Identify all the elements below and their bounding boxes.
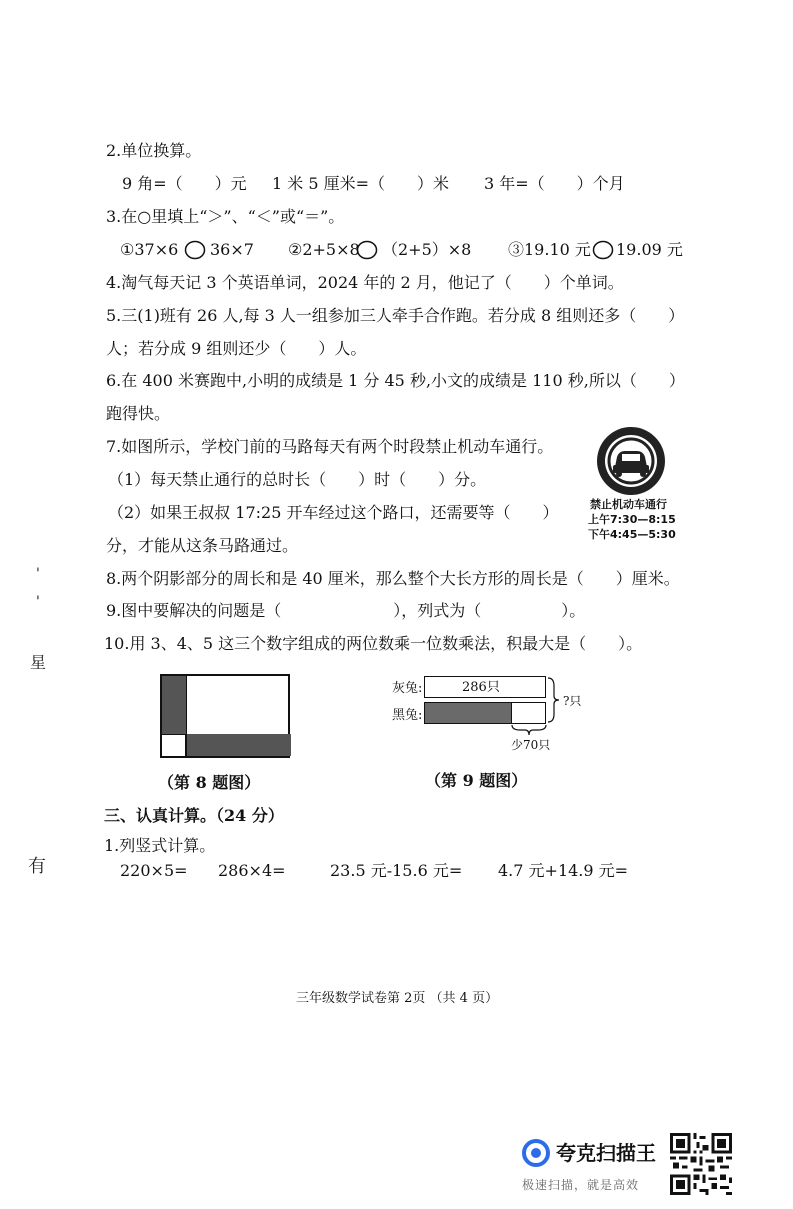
q7-line1: 7.如图所示，学校门前的马路每天有两个时段禁止机动车通行。 [106, 437, 554, 456]
q3-item-right: 36×7 [210, 240, 254, 259]
q7-part2b: 分，才能从这条马路通过。 [106, 536, 299, 555]
q3-item-right: 19.09 元 [616, 240, 683, 259]
calc-item: 286×4= [218, 861, 286, 880]
compare-circle [592, 240, 614, 260]
q2-item: 1 米 5 厘米=（ ）米 [272, 174, 450, 193]
q6-line1: 6.在 400 米赛跑中,小明的成绩是 1 分 45 秒,小文的成绩是 110 秒,所以（ ） [106, 371, 685, 390]
fig9-bar-missing [512, 702, 546, 724]
margin-mark: 有 [28, 856, 46, 877]
section3-title: 三、认真计算。（24 分） [104, 806, 284, 825]
fig9-diff: 少70只 [511, 738, 551, 752]
q3-item-right: （2+5）×8 [382, 240, 472, 259]
calc-item: 4.7 元+14.9 元= [498, 861, 629, 880]
compare-circle [184, 240, 206, 260]
fig8-shade-horizontal [186, 734, 291, 756]
q9-text: 9.图中要解决的问题是（ ），列式为（ ）。 [106, 601, 586, 620]
sign-title: 禁止机动车通行 [590, 498, 667, 511]
calc-item: 23.5 元-15.6 元= [330, 861, 463, 880]
no-vehicle-icon [595, 425, 667, 497]
q5-line2: 人；若分成 9 组则还少（ ）人。 [106, 339, 367, 358]
q7-part1: （1）每天禁止通行的总时长（ ）时（ ）分。 [108, 470, 487, 489]
q3-title: 3.在○里填上“＞”、“＜”或“＝”。 [106, 207, 345, 226]
watermark-slogan: 极速扫描，就是高效 [522, 1178, 640, 1192]
watermark-brand: 夸克扫描王 [556, 1141, 656, 1165]
q4-text: 4.淘气每天记 3 个英语单词，2024 年的 2 月，他记了（ ）个单词。 [106, 273, 624, 292]
q10-text: 10.用 3、4、5 这三个数字组成的两位数乘一位数乘法，积最大是（ ）。 [104, 634, 643, 653]
right-brace-icon [546, 676, 562, 724]
q2-title: 2.单位换算。 [106, 141, 202, 160]
q3-item-left: ②2+5×8 [288, 240, 360, 259]
section3-sub: 1.列竖式计算。 [104, 836, 216, 855]
q2-item: 9 角=（ ）元 [122, 174, 247, 193]
scanner-logo-icon [522, 1139, 550, 1167]
q7-part2: （2）如果王叔叔 17:25 开车经过这个路口，还需要等（ ） [108, 503, 559, 522]
q6-line2: 跑得快。 [106, 404, 171, 423]
fig8-divider [186, 676, 187, 734]
fig8-rectangle [160, 674, 290, 758]
fig9-value: 286只 [462, 680, 500, 695]
fig8-shade-vertical [162, 676, 186, 734]
calc-item: 220×5= [120, 861, 188, 880]
q2-item: 3 年=（ ）个月 [484, 174, 625, 193]
page-footer: 三年级数学试卷第 2页 （共 4 页） [296, 991, 499, 1006]
margin-mark: 星 [30, 653, 47, 672]
fig9-question: ?只 [563, 694, 582, 708]
fig9-label-black: 黑兔: [392, 708, 423, 723]
sign-pm: 下午4:45—5:30 [588, 528, 676, 541]
q8-text: 8.两个阴影部分的周长和是 40 厘米，那么整个大长方形的周长是（ ）厘米。 [106, 569, 680, 588]
fig9-caption: （第 9 题图） [425, 771, 528, 790]
margin-mark: ' [36, 594, 40, 610]
fig9-label-grey: 灰兔: [392, 681, 423, 696]
q3-item-left: ③19.10 元 [508, 240, 591, 259]
margin-mark: ' [36, 566, 40, 582]
q5-line1: 5.三(1)班有 26 人,每 3 人一组参加三人牵手合作跑。若分成 8 组则还多（ ） [106, 306, 685, 325]
fig9-bar-black [424, 702, 512, 724]
qr-code-icon [670, 1133, 732, 1195]
sign-am: 上午7:30—8:15 [588, 513, 676, 526]
compare-circle [356, 240, 378, 260]
q3-item-left: ①37×6 [120, 240, 179, 259]
fig8-corner-square [162, 734, 186, 756]
fig8-caption: （第 8 题图） [158, 773, 261, 792]
